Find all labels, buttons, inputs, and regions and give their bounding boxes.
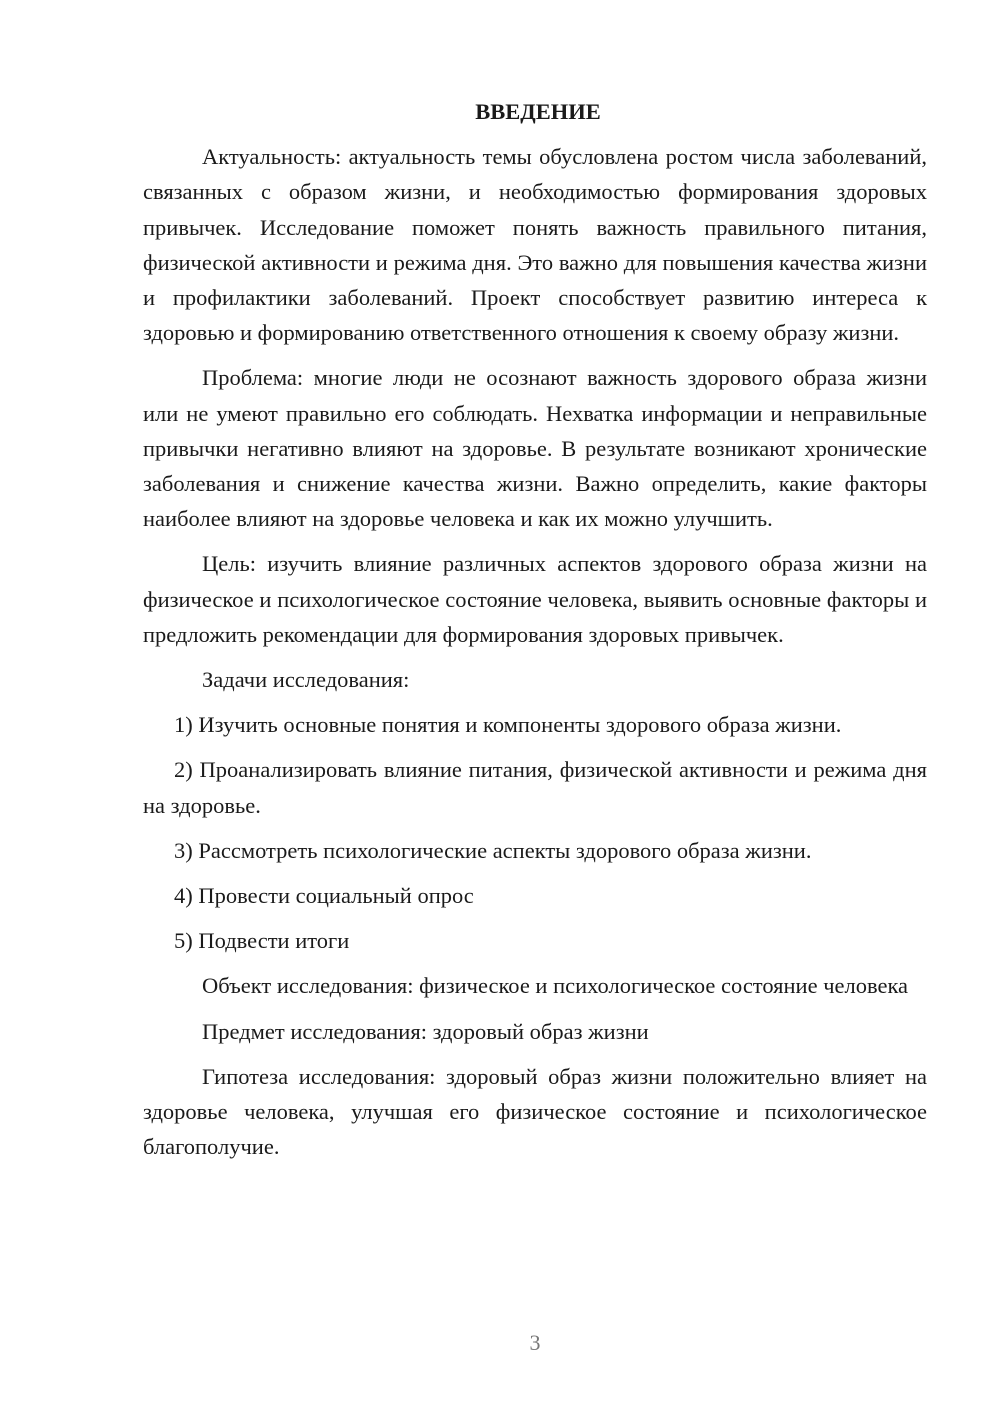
- goal-paragraph: Цель: изучить влияние различных аспектов здорового образа жизни на физическое и психологическое состояние человека, выявить основные факторы и предложить рекомендации для формирования здоровых привычек.: [143, 551, 927, 647]
- page-title: ВВЕДЕНИЕ: [475, 99, 601, 124]
- hypothesis-paragraph: Гипотеза исследования: здоровый образ жизни положительно влияет на здоровье человека, улучшая его физическое состояние и психологическое благополучие.: [143, 1063, 927, 1160]
- page-content: [143, 94, 927, 1174]
- page-number: 3: [529, 1330, 541, 1355]
- task-item: 4) Провести социальный опрос: [174, 883, 474, 909]
- problem-paragraph: Проблема: многие люди не осознают важность здорового образа жизни или не умеют правильно его соблюдать. Нехватка информации и неправильные привычки негативно влияют на здоровье. В результате возникают хронические заболевания и снижение качества жизни. Важно определить, какие факторы наиболее влияют на здоровье человека и как их можно улучшить.: [143, 365, 927, 532]
- subject-paragraph: Предмет исследования: здоровый образ жизни: [202, 1018, 649, 1044]
- object-paragraph: Объект исследования: физическое и психологическое состояние человека: [202, 973, 909, 999]
- task-item: 5) Подвести итоги: [174, 928, 350, 954]
- tasks-heading: Задачи исследования:: [202, 667, 410, 693]
- relevance-paragraph: Актуальность: актуальность темы обусловлена ростом числа заболеваний, связанных с образом жизни, и необходимостью формирования здоровых привычек. Исследование поможет понять важность правильного питания, физической активности и режима дня. Это важно для повышения качества жизни и профилактики заболеваний. Проект способствует развитию интереса к здоровью и формированию ответственного отношения к своему образу жизни.: [143, 144, 927, 346]
- task-item: 2) Проанализировать влияние питания, физической активности и режима дня на здоровье.: [143, 757, 927, 818]
- task-item: 1) Изучить основные понятия и компоненты здорового образа жизни.: [174, 712, 842, 738]
- task-item: 3) Рассмотреть психологические аспекты здорового образа жизни.: [174, 837, 812, 863]
